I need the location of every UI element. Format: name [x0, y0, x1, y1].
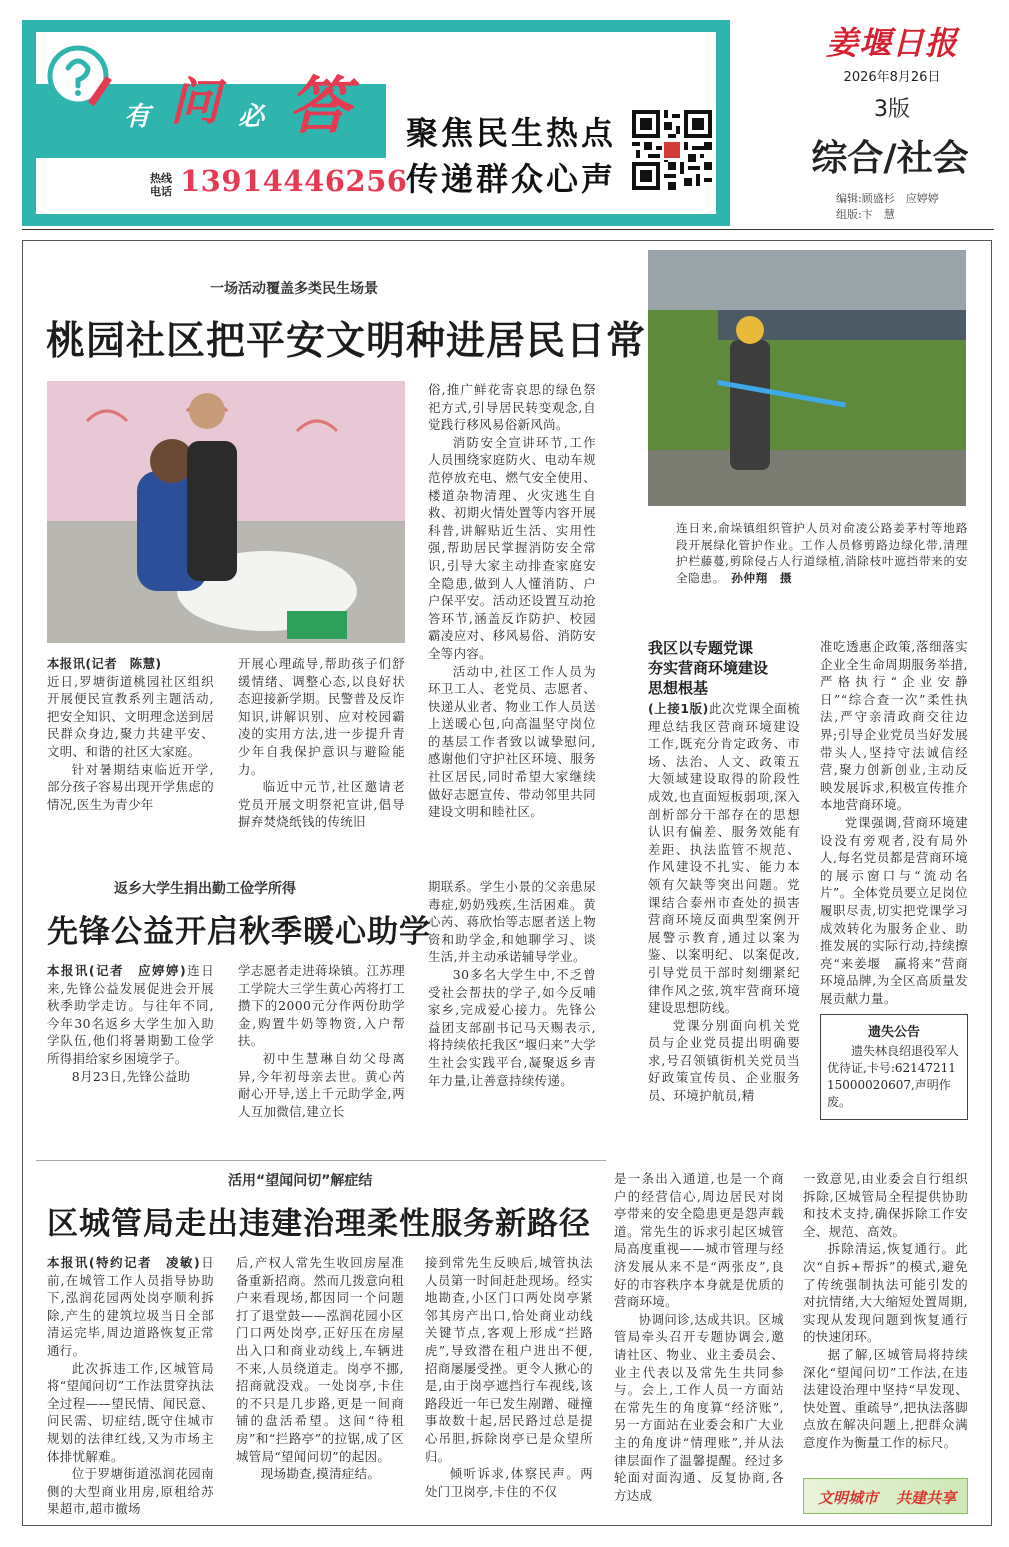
article1-photo [47, 381, 405, 643]
article4-col3-p1: 接到常先生反映后,城管执法人员第一时间赶赴现场。经实地勘查,小区门口两处岗亭紧邻其房产出口,恰处商业动线关键节点,客观上形成“拦路虎”,导致潜在租户进出不便,招商屡屡受挫。更令人揪心的是,由于岗亭遮挡行车视线,该路段近一年已发生剐蹭、碰撞事故数十起,居民路过总是提心吊胆,拆除岗亭已是众望所归。 [425, 1255, 593, 1464]
article3-headline-line2: 夯实营商环境建设 [648, 659, 769, 677]
article4-col3 [425, 1254, 593, 1500]
article3-col2-p2: 党课强调,营商环境建设没有旁观者,没有局外人,每名党员都是营商环境的展示窗口与“流动名片”。全体党员要立足岗位履职尽责,切实把党课学习成效转化为服务企业、助推发展的实际行动,持续擦亮“来姜堰 赢将来”营商环境品牌,为全区高质量发展贡献力量。 [820, 814, 968, 1006]
column-name-you: 有 [124, 102, 151, 132]
article4-col1-p3: 位于罗塘街道泓润花园南侧的大型商业用房,原租给苏果超市,超市撤场 [47, 1466, 214, 1517]
article3-lead: (上接1版) [648, 701, 709, 716]
lost-notice-title: 遗失公告 [867, 1025, 920, 1040]
article2-col3 [428, 878, 596, 1089]
article1-col2 [238, 655, 405, 831]
question-bubble-icon [44, 40, 124, 120]
article2-col2-p2: 初中生慧琳自幼父母离异,今年初母亲去世。黄心芮耐心开导,送上千元助学金,两人互加微信,建立长 [238, 1050, 405, 1119]
greenery-maintenance-photo [648, 250, 966, 506]
article2-col1 [47, 962, 214, 1085]
article4-col1 [47, 1254, 214, 1518]
lost-notice-box [820, 1014, 968, 1120]
hotline-label-line1: 热线 [150, 172, 172, 185]
article3-headline [648, 638, 808, 698]
banner-text-right: 共建共享 [896, 1489, 957, 1507]
article4-col5-p2: 拆除清运,恢复通行。此次“自拆+帮拆”的模式,避免了传统强制执法可能引发的对抗情绪,大大缩短处置周期,实现从发现问题到恢复通行的快速闭环。 [803, 1241, 968, 1345]
article3-col2 [820, 638, 968, 1007]
article4-col1-p2: 此次拆违工作,区城管局将“望闻问切”工作法贯穿执法全过程——望民情、闻民意、问民需、切症结,既守住城市规划的法律红线,又为市场主体排忧解难。 [47, 1360, 214, 1464]
banner-text-left: 文明城市 [818, 1489, 879, 1507]
article2-col3-p1: 期联系。学生小景的父亲患尿毒症,奶奶残疾,生活困难。黄心芮、蒋欣怡等志愿者送上物资和助学金,和她聊学习、谈生活,并主动承诺辅导学业。 [428, 879, 596, 965]
article4-divider [36, 1160, 606, 1161]
article1-col2-p1: 开展心理疏导,帮助孩子们舒缓情绪、调整心态,以良好状态迎接新学期。民警普及反诈知识,讲解识别、应对校园霸凌的实用方法,进一步提升青少年自我保护意识与避险能力。 [238, 656, 405, 777]
article4-col2-p1: 后,产权人常先生收回房屋准备重新招商。然而几拨意向租户来看现场,都因同一个问题打了退堂鼓——泓润花园小区门口两处岗亭,正好压在房屋出入口和商业动线上,车辆进不来,人员绕道走。岗亭不挪,招商就没戏。一处岗亭,卡住的不只是几步路,更是一间商铺的盘活希望。这间“待租房”和“拦路亭”的拉锯,成了区城管局“望闻问切”的起因。 [236, 1255, 404, 1464]
article1-col3-p3: 活动中,社区工作人员为环卫工人、老党员、志愿者、快递从业者、物业工作人员送上送暖心包,向高温坚守岗位的基层工作者致以诚挚慰问,感谢他们守护社区环境、服务社区居民,同时希望大家继续做好志愿宣传、带动邻里共同建设文明和睦社区。 [428, 663, 596, 820]
article2-kicker: 返乡大学生捐出勤工俭学所得 [114, 881, 296, 897]
article3-headline-line3: 思想根基 [648, 679, 709, 697]
article3-col1 [648, 700, 800, 1105]
column-name-da: 答 [288, 69, 351, 142]
slogan-line1: 聚焦民生热点 [406, 114, 617, 152]
lost-notice-body: 遗失林良绍退役军人优待证,卡号:6214721115000020607,声明作废。 [827, 1044, 960, 1109]
article2-col2 [238, 962, 405, 1120]
article4-col1-p1: 日前,在城管工作人员指导协助下,泓润花园两处岗亭顺利拆除,产生的建筑垃圾当日全部清运完毕,周边道路恢复正常通行。 [47, 1255, 214, 1358]
article2-headline: 先锋公益开启秋季暖心助学 [47, 914, 431, 950]
article4-col4 [614, 1170, 784, 1504]
article1-byline: 本报讯(记者 陈慧) [47, 656, 162, 671]
column-name-wen: 问 [170, 73, 220, 131]
article1-col1 [47, 655, 214, 813]
issue-date: 2026年8月26日 [843, 70, 941, 85]
article2-col3-p2: 30多名大学生中,不乏曾受社会帮扶的学子,如今反哺家乡,完成爱心接力。先锋公益团支部副书记马天赐表示,将持续依托我区“堰归来”大学生社会实践平台,凝聚返乡青年力量,让善意持续传递。 [428, 966, 596, 1088]
article1-col1-p1: 近日,罗塘街道桃园社区组织开展便民宣教系列主题活动,把安全知识、文明理念送到居民群众身边,聚力共建平安、文明、和谐的社区大家庭。 [47, 673, 214, 759]
article2-col1-p2: 8月23日,先锋公益助 [71, 1068, 191, 1084]
article2-byline: 本报讯(记者 应婷婷) [47, 963, 187, 978]
article4-col2-p2: 现场勘查,摸清症结。 [260, 1466, 381, 1482]
article4-col2 [236, 1254, 404, 1483]
article3-col1-p1: 此次党课全面梳理总结我区营商环境建设工作,既充分肯定政务、市场、法治、人文、政策五大领域建设取得的阶段性成效,也直面短板弱项,深入剖析部分干部存在的思想认识有偏差、服务效能有差距、执法监管不规范、作风建设不扎实、能力本领有欠缺等突出问题。党课结合泰州市查处的损害营商环境反面典型案例开展警示教育,通过以案为鉴、以案明纪、以案促改,引导党员干部时刻绷紧纪律作风之弦,筑牢营商环境建设思想防线。 [648, 701, 800, 1016]
article4-col5-p3: 据了解,区城管局将持续深化“望闻问切”工作法,在违法建设治理中坚持“早发现、快处置、重疏导”,把执法落脚点放在解决问题上,把群众满意度作为衡量工作的标尺。 [803, 1346, 968, 1450]
hotline-label [150, 172, 172, 198]
article4-col4-p1: 是一条出入通道,也是一个商户的经营信心,周边居民对岗亭带来的安全隐患更是怨声载道。常先生的诉求引起区城管局高度重视——城市管理与经济发展从来不是“两张皮”,良好的市容秩序本身就是优质的营商环境。 [614, 1171, 784, 1310]
qr-code[interactable] [632, 110, 712, 190]
article3-headline-line1: 我区以专题党课 [648, 639, 754, 657]
article1-col3-p2: 消防安全宣讲环节,工作人员围绕家庭防火、电动车规范停放充电、燃气安全使用、楼道杂物清理、火灾逃生自救、初期火情处置等内容开展科普,讲解贴近生活、实用性强,帮助居民掌握消防安全常识,引导大家主动排查家庭安全隐患,做到人人懂消防、户户保平安。活动还设置互动抢答环节,涵盖反诈防护、校园霸凌应对、移风易俗、消防安全等内容。 [428, 434, 596, 661]
article3-col2-p1: 准吃透惠企政策,落细落实企业全生命周期服务举措,严格执行“企业安静日”“综合查一次”柔性执法,严守亲清政商交往边界;引导企业党员当好发展带头人,坚持守法诚信经营,聚力创新创业,主动反映发展诉求,积极宣传推介本地营商环境。 [820, 639, 968, 813]
page-number: 3版 [874, 97, 910, 122]
layout-credit: 组版:卞 慧 [836, 208, 895, 221]
article4-col5-p1: 一致意见,由业委会自行组织拆除,区城管局全程提供协助和技术支持,确保拆除工作安全、规范、高效。 [803, 1171, 968, 1239]
photo-credit: 孙仲翔 摄 [731, 570, 793, 585]
article4-col3-p2: 倾听诉求,体察民声。两处门卫岗亭,卡住的不仅 [425, 1466, 593, 1499]
editors-credit: 编辑:顾盛杉 应婷婷 [836, 192, 939, 205]
article1-kicker: 一场活动覆盖多类民生场景 [210, 281, 378, 297]
article1-col3 [428, 381, 596, 821]
article4-headline: 区城管局走出违建治理柔性服务新路径 [47, 1206, 591, 1242]
column-name-bi: 必 [238, 102, 265, 132]
section-title: 综合/社会 [811, 137, 969, 179]
hotline-label-line2: 电话 [150, 185, 172, 198]
article4-byline: 本报讯(特约记者 凌敏) [47, 1255, 201, 1270]
photo-caption [676, 520, 968, 586]
slogan-line2: 传递群众心声 [406, 160, 617, 198]
article3-col1-p2: 党课分别面向机关党员与企业党员提出明确要求,号召领镇街机关党员当好政策宣传员、企业服务员、环境护航员,精 [648, 1017, 800, 1104]
article1-col3-p1: 俗,推广鲜花寄哀思的绿色祭祀方式,引导居民转变观念,自觉践行移风易俗新风尚。 [428, 382, 596, 433]
article4-col4-p2: 协调问诊,达成共识。区城管局牵头召开专题协调会,邀请社区、物业、业主委员会、业主代表以及常先生共同参与。会上,工作人员一方面站在常先生的角度算“经济账”,另一方面站在业委会和广大业主的角度讲“情理账”,并从法律层面作了温馨提醒。经过多轮面对面沟通、反复协商,各方达成 [614, 1311, 784, 1503]
article1-col2-p2: 临近中元节,社区邀请老党员开展文明祭祀宣讲,倡导摒弃焚烧纸钱的传统旧 [238, 779, 405, 830]
article4-col5 [803, 1170, 968, 1452]
photo-caption-text: 连日来,俞垛镇组织管护人员对俞凌公路姜茅村等地路段开展绿化管护作业。工作人员修剪路边绿化带,清理护栏藤蔓,剪除侵占人行道绿植,消除枝叶遮挡带来的安全隐患。 [676, 521, 968, 585]
article2-col1-p1: 连日来,先锋公益发展促进会开展秋季助学走访。与往年不同,今年30名返乡大学生加入助学队伍,他们将暑期勤工俭学所得捐给家乡困境学子。 [47, 963, 214, 1066]
header-rule [22, 229, 994, 230]
hotline-number: 13914446256 [180, 164, 408, 198]
article4-kicker: 活用“望闻问切”解症结 [228, 1173, 373, 1189]
article1-col1-p2: 针对暑期结束临近开学,部分孩子容易出现开学焦虑的情况,医生为青少年 [47, 761, 214, 812]
civilized-city-banner [803, 1478, 968, 1514]
article2-col2-p1: 学志愿者走进蒋垛镇。江苏理工学院大三学生黄心芮将打工攒下的2000元分作两份助学金,购置牛奶等物资,入户帮扶。 [238, 963, 405, 1049]
article1-headline: 桃园社区把平安文明种进居民日常 [46, 319, 647, 364]
paper-name: 姜堰日报 [825, 24, 958, 62]
